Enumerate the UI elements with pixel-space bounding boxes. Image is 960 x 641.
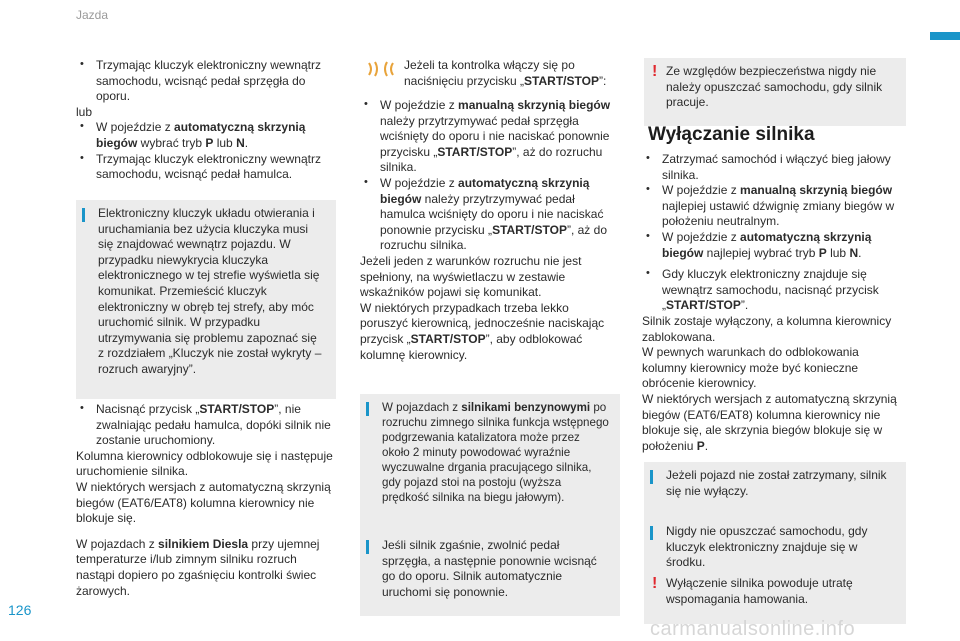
- indicator-note: Jeżeli ta kontrolka włączy się po naciśnięciu przycisku „START/STOP”:: [404, 58, 607, 88]
- column-3: [642, 152, 904, 454]
- info-box-petrol: W pojazdach z silnikami benzynowymi po rozruchu zimnego silnika funkcja wstępnego podgrzewania katalizatora może przez około 2 minuty powodować wyraźnie wyczuwalne drgania pracującego silnika, gdy pojazd stoi na postoju (wyższa prędkość silnika na biegu jałowym).: [360, 394, 620, 532]
- info-box: [76, 200, 336, 399]
- header-accent-bar: [930, 32, 960, 40]
- list-item: • W pojeździe z automatyczną skrzynią biegów najlepiej wybrać tryb P lub N.: [642, 230, 904, 261]
- info-icon: [650, 526, 653, 540]
- paragraph-lub: lub: [76, 104, 93, 119]
- warning-lamp-icon: [366, 60, 396, 78]
- exclamation-icon: !: [652, 63, 658, 80]
- paragraph: W niektórych wersjach z automatyczną skrzynią biegów (EAT6/EAT8) kolumna kierownicy nie blokuje się.: [76, 479, 331, 526]
- info-box-stall: Jeśli silnik zgaśnie, zwolnić pedał sprzęgła, a następnie ponownie wcisnąć go do oporu. Silnik automatycznie uruchomi się ponownie.: [360, 532, 620, 616]
- list-item: • Trzymając kluczyk elektroniczny wewnątrz samochodu, wcisnąć pedał hamulca.: [76, 152, 336, 183]
- info-icon: [366, 402, 369, 416]
- info-box-key: Nigdy nie opuszczać samochodu, gdy kluczyk elektroniczny znajduje się w środku.: [644, 518, 906, 574]
- list-item: • W pojeździe z automatyczną skrzynią biegów należy przytrzymywać pedał hamulca wciśnięty do oporu i nie naciskać ponownie przycisku „START/STOP”, aż do rozruchu silnika.: [360, 176, 620, 254]
- info-icon: [650, 470, 653, 484]
- column-1-lower: [76, 402, 336, 599]
- section-title: Wyłączanie silnika: [648, 124, 815, 145]
- list-item: • Trzymając kluczyk elektroniczny wewnątrz samochodu, wcisnąć pedał sprzęgła do oporu.: [76, 58, 336, 105]
- list-item: • Gdy kluczyk elektroniczny znajduje się wewnątrz samochodu, nacisnąć przycisk „START/STOP”.: [642, 267, 904, 314]
- paragraph: Kolumna kierownicy odblokowuje się i następuje uruchomienie silnika.: [76, 448, 333, 479]
- info-icon: [366, 540, 369, 554]
- exclamation-icon: !: [652, 575, 658, 592]
- watermark: carmanualsonline.info: [650, 618, 856, 640]
- list-item: • Nacisnąć przycisk „START/STOP”, nie zwalniając pedału hamulca, dopóki silnik nie zostanie uruchomiony.: [76, 402, 336, 449]
- page-number: 126: [8, 602, 32, 618]
- section-header: Jazda: [76, 8, 109, 22]
- column-1: [76, 58, 336, 183]
- paragraph: Jeżeli jeden z warunków rozruchu nie jest spełniony, na wyświetlaczu w zestawie wskaźników pojawi się komunikat.: [360, 253, 582, 300]
- list-item: • Zatrzymać samochód i włączyć bieg jałowy silnika.: [642, 152, 904, 183]
- column-2: [360, 98, 620, 363]
- info-text: Elektroniczny kluczyk układu otwierania i uruchamiania bez użycia kluczyka musi się znajdować wewnątrz pojazdu. W przypadku niewykrycia kluczyka elektronicznego w tej strefie wyświetla się komunikat. Przemieścić kluczyk elektroniczny w obręb tej strefy, aby móc uruchomić silnik. W przypadku utrzymywania się problemu zapoznać się z rozdziałem „Kluczyk nie został wykryty – rozruch awaryjny”.: [98, 206, 322, 376]
- info-box-stop: Jeżeli pojazd nie został zatrzymany, silnik się nie wyłączy.: [644, 462, 906, 518]
- paragraph: W pewnych warunkach do odblokowania kolumny kierownicy może być konieczne obrócenie kierownicy.: [642, 345, 859, 391]
- warning-box: ! Ze względów bezpieczeństwa nigdy nie należy opuszczać samochodu, gdy silnik pracuje.: [644, 58, 906, 126]
- info-icon: [82, 208, 85, 222]
- warning-box-brake: ! Wyłączenie silnika powoduje utratę wspomagania hamowania.: [644, 570, 906, 624]
- paragraph: W pojazdach z silnikiem Diesla przy ujemnej temperaturze i/lub zimnym silniku rozruch nastąpi dopiero po zgaśnięciu kontrolki świec żarowych.: [76, 536, 320, 598]
- list-item: • W pojeździe z automatyczną skrzynią biegów wybrać tryb P lub N.: [76, 120, 336, 151]
- paragraph: W niektórych przypadkach trzeba lekko poruszyć kierownicą, jednocześnie naciskając przycisk „START/STOP”, aby odblokować kolumnę kierownicy.: [360, 300, 605, 362]
- list-item: • W pojeździe z manualną skrzynią biegów należy przytrzymywać pedał sprzęgła wciśnięty do oporu i nie naciskać ponownie przycisku „START/STOP”, aż do rozruchu silnika.: [360, 98, 620, 176]
- list-item: • W pojeździe z manualną skrzynią biegów najlepiej ustawić dźwignię zmiany biegów w położeniu neutralnym.: [642, 183, 904, 230]
- paragraph: W niektórych wersjach z automatyczną skrzynią biegów (EAT6/EAT8) kolumna kierownicy nie blokuje się, ale skrzynia biegów blokuje się w położeniu P.: [642, 391, 897, 453]
- paragraph: Silnik zostaje wyłączony, a kolumna kierownicy zablokowana.: [642, 313, 892, 344]
